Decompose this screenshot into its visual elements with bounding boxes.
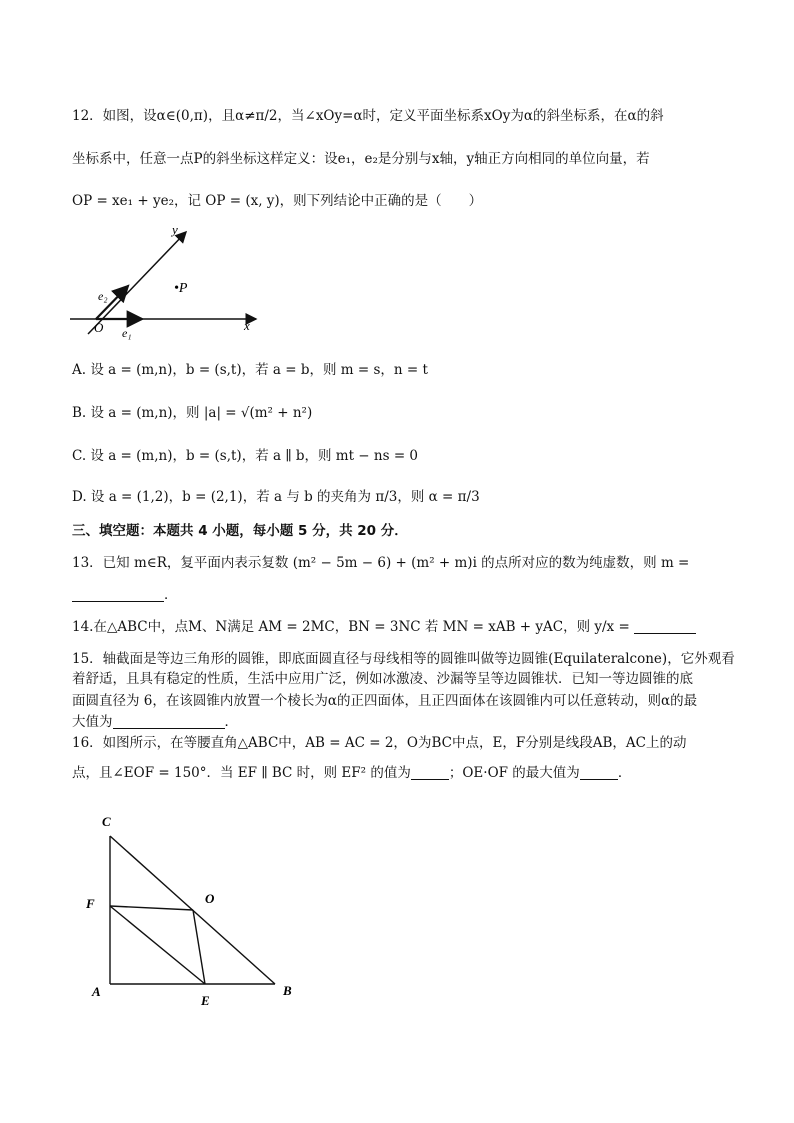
section3-heading: 三、填空题：本题共 4 小题，每小题 5 分，共 20 分． — [72, 523, 408, 539]
q14-line — [72, 618, 696, 636]
q13-answer-line — [72, 586, 178, 604]
q12-option-b: B. 设 a = (m,n)，则 |a| = √(m² + n²) — [72, 405, 313, 421]
q16-triangle-diagram — [80, 808, 310, 1008]
label-y: y — [172, 222, 178, 237]
q15-line1: 15．轴截面是等边三角形的圆锥，即底面圆直径与母线相等的圆锥叫做等边圆锥(Equilateralcone)，它外观看 — [72, 651, 735, 667]
q12-oblique-axes-diagram — [66, 222, 266, 342]
label-origin: O — [94, 320, 104, 335]
q14-text: 14.在△ABC中，点M、N满足 AM = 2MC，BN = 3NC 若 MN = xAB + yAC，则 y/x = — [72, 619, 630, 635]
q15-line4-end: ． — [224, 714, 238, 730]
q15-line3: 面圆直径为 6，在该圆锥内放置一个棱长为α的正四面体，且正四面体在该圆锥内可以任意转动，则α的最 — [72, 693, 698, 709]
label-o: O — [205, 891, 215, 906]
label-c: C — [102, 814, 111, 829]
label-b: B — [283, 983, 292, 998]
segment-fe — [110, 906, 205, 984]
q12-option-a: A. 设 a = (m,n)，b = (s,t)，若 a = b，则 m = s，n = t — [72, 362, 428, 378]
q12-line3: OP = xe₁ + ye₂，记 OP = (x, y)，则下列结论中正确的是（ ） — [72, 193, 483, 209]
label-e: E — [201, 993, 210, 1008]
q12-line2: 坐标系中，任意一点P的斜坐标这样定义：设e₁，e₂是分别与x轴，y轴正方向相同的单位向量，若 — [72, 151, 650, 167]
label-f: F — [86, 896, 95, 911]
q15-answer-blank[interactable] — [113, 714, 225, 729]
q12-line1: 12．如图，设α∈(0,π)，且α≠π/2，当∠xOy=α时，定义平面坐标系xOy为α的斜坐标系，在α的斜 — [72, 108, 664, 124]
q16-answer-blank-1[interactable] — [411, 765, 449, 780]
q16-line2 — [72, 764, 631, 782]
segment-fo — [110, 906, 193, 910]
q12-option-d: D. 设 a = (1,2)，b = (2,1)，若 a 与 b 的夹角为 π/3，则 α = π/3 — [72, 489, 480, 505]
q16-answer-blank-2[interactable] — [580, 765, 618, 780]
q16-line2c: ． — [617, 765, 632, 781]
label-e2: e₂ — [98, 289, 108, 303]
q16-line2b: ；OE·OF 的最大值为 — [448, 765, 580, 781]
q15-line2: 着舒适，且具有稳定的性质，生活中应用广泛，例如冰激凌、沙漏等呈等边圆锥状．已知一等边圆锥的底 — [72, 671, 693, 687]
label-e1: e₁ — [122, 326, 132, 340]
label-a: A — [92, 984, 101, 999]
q13-line1: 13．已知 m∈R，复平面内表示复数 (m² − 5m − 6) + (m² + m)i 的点所对应的数为纯虚数，则 m = — [72, 555, 690, 571]
segment-oe — [193, 910, 205, 984]
label-x: x — [244, 318, 250, 333]
q16-line1: 16．如图所示，在等腰直角△ABC中，AB = AC = 2，O为BC中点，E，F分别是线段AB，AC上的动 — [72, 735, 687, 751]
q16-line2a: 点，且∠EOF = 150°．当 EF ∥ BC 时，则 EF² 的值为 — [72, 765, 411, 781]
q14-answer-blank[interactable] — [634, 619, 696, 634]
q15-line4 — [72, 713, 238, 731]
q13-answer-blank[interactable] — [72, 587, 164, 602]
label-point-p: •P — [174, 281, 188, 296]
q13-end: ． — [164, 587, 178, 603]
q12-option-c: C. 设 a = (m,n)，b = (s,t)，若 a ∥ b，则 mt − ns = 0 — [72, 448, 419, 464]
q15-line4-start: 大值为 — [72, 714, 113, 730]
